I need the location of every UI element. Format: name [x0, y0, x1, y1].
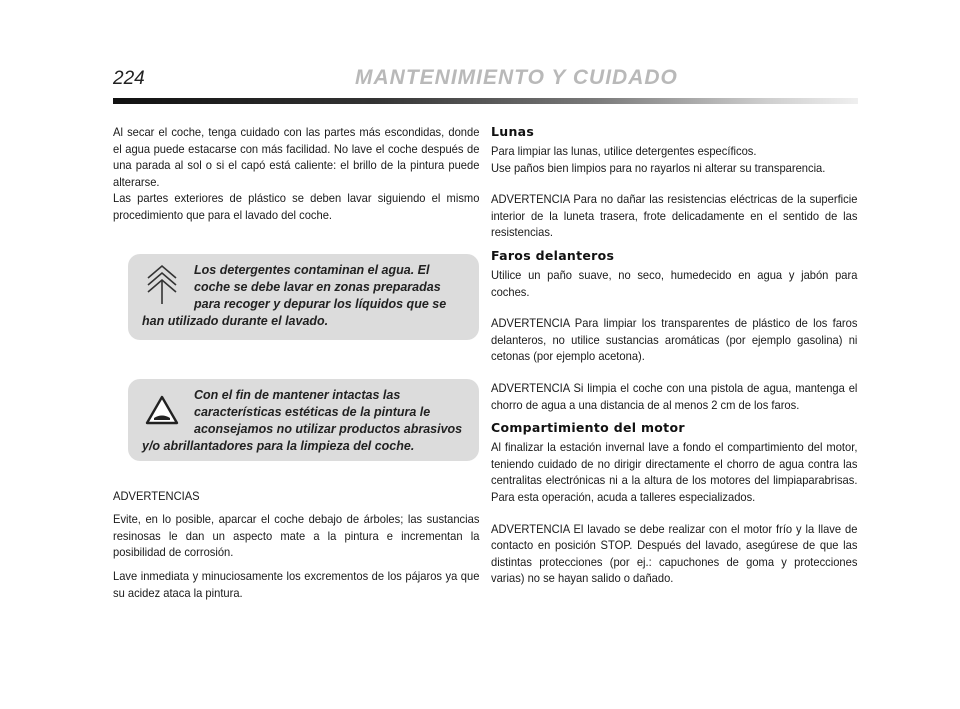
right-column	[491, 124, 857, 587]
page-number: 224	[113, 68, 145, 89]
header-rule	[113, 98, 858, 104]
warning-note-text: Con el fin de mantener intactas las características estéticas de la pintura le aconsejamos no utilizar productos abrasivos y/o abrillantadores para la limpieza del coche.	[142, 388, 463, 453]
environment-note-text: Los detergentes contaminan el agua. El coche se debe lavar en zonas preparadas para recoger y depurar los líquidos que se han utilizado durante el lavado.	[142, 263, 447, 328]
environment-note	[128, 254, 479, 340]
faros-advertencia-1: ADVERTENCIA Para limpiar los transparentes de plástico de los faros delanteros, no utilice sustancias aromáticas (por ejemplo gasolina) ni cetonas (por ejemplo acetona).	[491, 316, 858, 364]
heading-faros: Faros delanteros	[491, 247, 615, 263]
lunas-p2: Use paños bien limpios para no rayarlos ni alterar su transparencia.	[491, 160, 826, 175]
warning-note	[128, 379, 479, 461]
motor-p1: Al finalizar la estación invernal lave a fondo el compartimiento del motor, teniendo cuidado de no dirigir directamente el chorro de agua contra las centralitas electrónicas ni a la altura de los motores del limpiaparabrisas. Para esta operación, acuda a talleres especializados.	[491, 440, 858, 504]
left-column	[113, 124, 479, 601]
warning-triangle-icon	[144, 387, 180, 433]
environment-icon	[144, 262, 180, 308]
advertencias-label: ADVERTENCIAS	[113, 488, 200, 503]
motor-advertencia: ADVERTENCIA El lavado se debe realizar con el motor frío y la llave de contacto en posición STOP. Después del lavado, asegúrese de que las distintas protecciones (por ej.: capuchones de goma y protecciones varias) no se hayan salido o dañado.	[491, 521, 858, 586]
advertencia-birds: Lave inmediata y minuciosamente los excrementos de los pájaros ya que su acidez ataca la pintura.	[113, 568, 480, 600]
heading-lunas: Lunas	[491, 124, 535, 139]
lunas-advertencia: ADVERTENCIA Para no dañar las resistencias eléctricas de la superficie interior de la luneta trasera, frote delicadamente en el sentido de las resistencias.	[491, 192, 858, 240]
lunas-p1: Para limpiar las lunas, utilice detergentes específicos.	[491, 144, 757, 158]
page-title: MANTENIMIENTO Y CUIDADO	[355, 66, 678, 89]
paragraph-plastic-parts: Las partes exteriores de plástico se deben lavar siguiendo el mismo procedimiento que para el lavado del coche.	[113, 191, 480, 222]
faros-p1: Utilice un paño suave, no seco, humedecido en agua y jabón para coches.	[491, 267, 858, 299]
advertencia-trees: Evite, en lo posible, aparcar el coche debajo de árboles; las sustancias resinosas le dan un aspecto mate a la pintura e incrementan la posibilidad de corrosión.	[113, 512, 480, 560]
paragraph-drying: Al secar el coche, tenga cuidado con las partes más escondidas, donde el agua puede estacarse con más facilidad. No lave el coche después de una parada al sol o si el capó está caliente: el brillo de la pintura puede alterarse.	[113, 125, 480, 189]
heading-motor: Compartimiento del motor	[491, 420, 685, 436]
faros-advertencia-2: ADVERTENCIA Si limpia el coche con una pistola de agua, mantenga el chorro de agua a una distancia de al menos 2 cm de los faros.	[491, 380, 858, 412]
